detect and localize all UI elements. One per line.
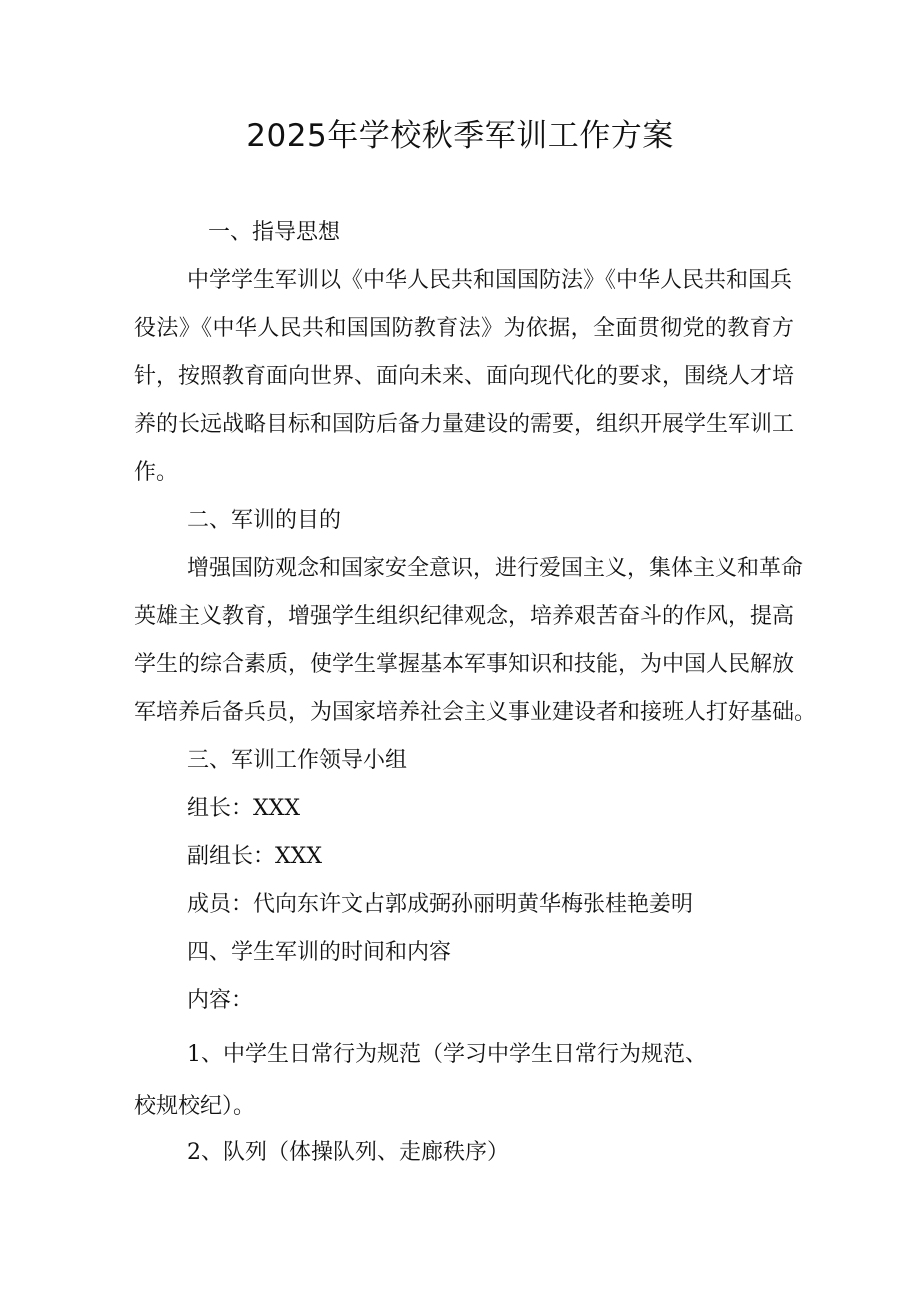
- group-leader: 组长：XXX: [187, 796, 300, 821]
- list-item: 1、中学生日常行为规范（学习中学生日常行为规范、: [187, 1042, 707, 1067]
- paragraph-line: 学生的综合素质，使学生掌握基本军事知识和技能，为中国人民解放: [134, 652, 795, 677]
- document-title: 2025年学校秋季军训工作方案: [246, 118, 674, 154]
- paragraph-line: 增强国防观念和国家安全意识，进行爱国主义，集体主义和革命: [187, 556, 804, 581]
- list-item-continuation: 校规校纪）。: [134, 1094, 256, 1119]
- heading-time-and-content: 四、学生军训的时间和内容: [187, 940, 452, 965]
- paragraph-line: 军培养后备兵员，为国家培养社会主义事业建设者和接班人打好基础。: [134, 700, 817, 725]
- paragraph-line: 作。: [134, 460, 179, 485]
- heading-training-purpose: 二、军训的目的: [187, 508, 342, 533]
- paragraph-line: 养的长远战略目标和国防后备力量建设的需要，组织开展学生军训工: [134, 412, 795, 437]
- content-label: 内容：: [187, 988, 254, 1013]
- paragraph-line: 中学学生军训以《中华人民共和国国防法》《中华人民共和国兵: [187, 268, 793, 293]
- paragraph-line: 英雄主义教育，增强学生组织纪律观念，培养艰苦奋斗的作风，提高: [134, 604, 795, 629]
- heading-leadership-group: 三、军训工作领导小组: [187, 748, 408, 773]
- deputy-group-leader: 副组长：XXX: [187, 844, 322, 869]
- group-members: 成员：代向东许文占郭成弼孙丽明黄华梅张桂艳姜明: [187, 892, 694, 917]
- paragraph-line: 针，按照教育面向世界、面向未来、面向现代化的要求，围绕人才培: [134, 364, 795, 389]
- list-item: 2、队列（体操队列、走廊秩序）: [187, 1140, 509, 1165]
- heading-guiding-ideology: 一、指导思想: [208, 220, 341, 245]
- paragraph-line: 役法》《中华人民共和国国防教育法》为依据，全面贯彻党的教育方: [134, 316, 794, 341]
